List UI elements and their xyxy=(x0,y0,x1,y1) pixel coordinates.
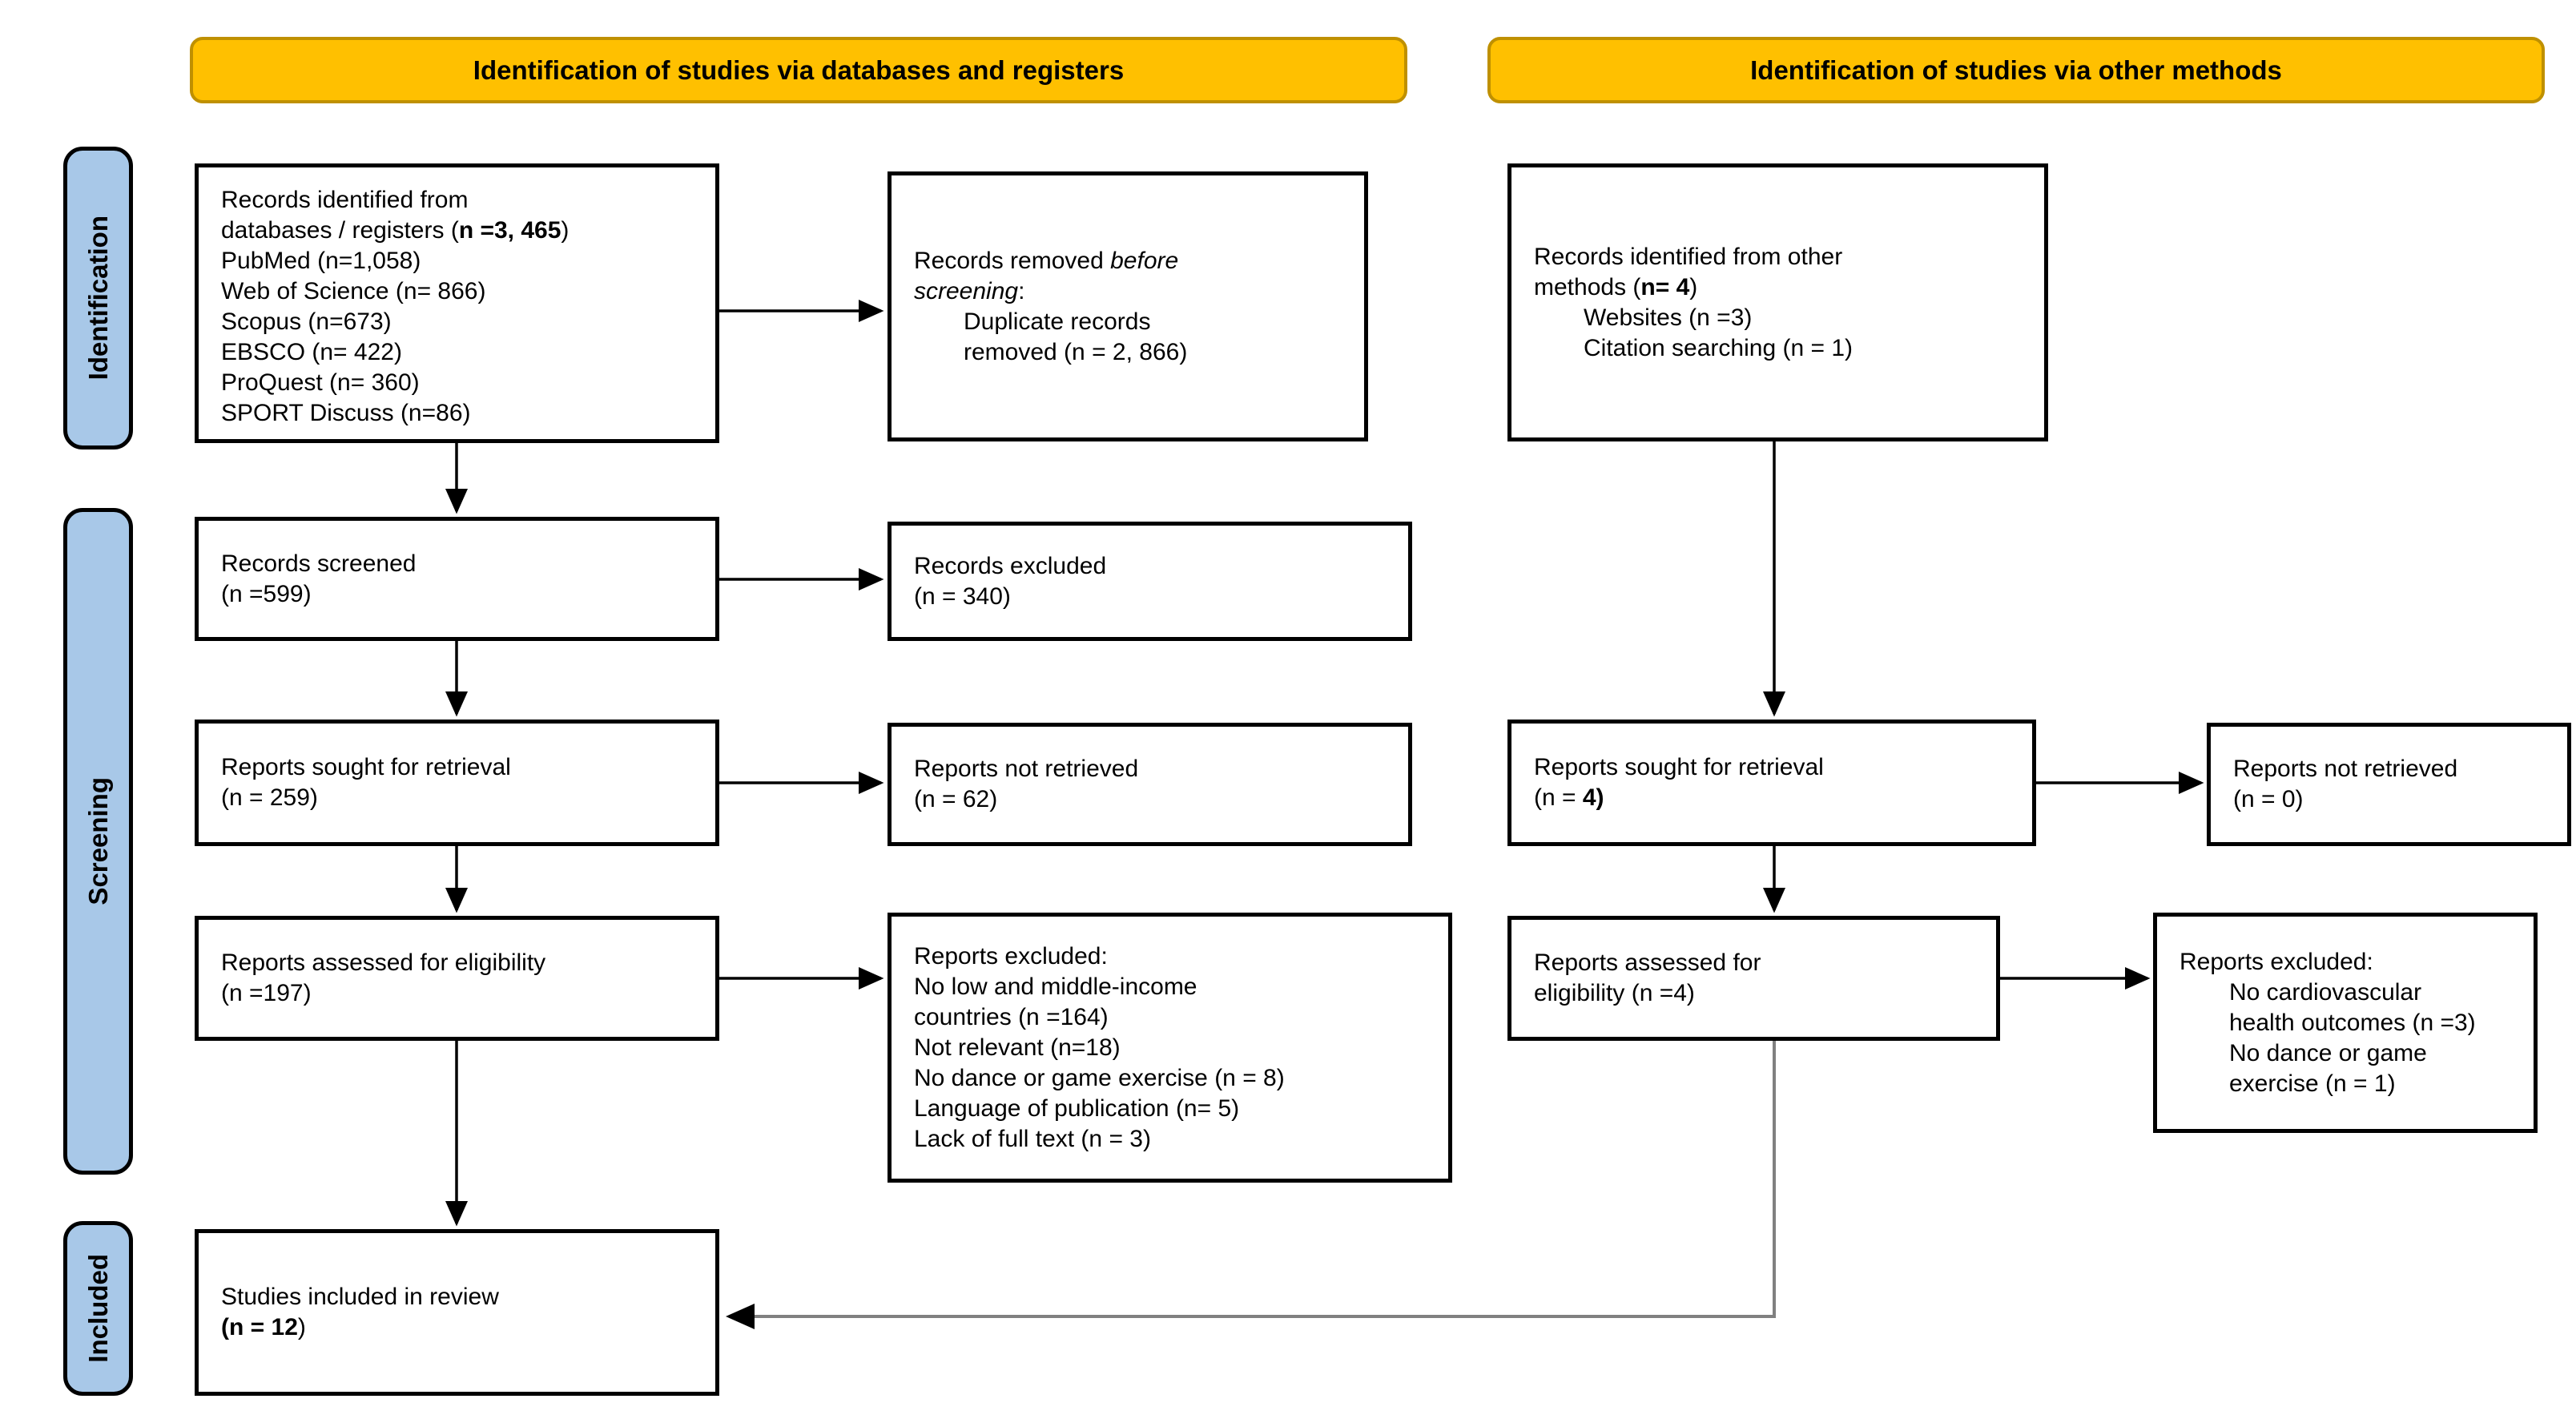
box-text-segment: Citation searching (n = 1) xyxy=(1584,334,1854,361)
box-text-line xyxy=(914,276,1353,307)
box-text-segment: Records identified from other xyxy=(1534,243,1843,270)
box-text-segment: No low and middle-income xyxy=(914,973,1197,1000)
box-reports-assessed-other xyxy=(1507,916,2000,1041)
box-text-segment: (n =197) xyxy=(221,980,312,1006)
box-text-segment: Reports excluded: xyxy=(2180,948,2373,975)
box-text-segment: Scopus (n=673) xyxy=(221,308,392,335)
header-databases-registers xyxy=(190,37,1407,103)
box-text-line xyxy=(914,941,1437,972)
box-text-segment: Reports not retrieved xyxy=(2233,756,2458,782)
stage-screening xyxy=(63,508,133,1175)
box-records-screened xyxy=(195,517,719,641)
box-text-segment: Reports sought for retrieval xyxy=(221,754,511,780)
stage-included-label: Included xyxy=(83,1254,113,1363)
box-text-segment: ProQuest (n= 360) xyxy=(221,369,420,396)
box-text-segment: (n = 340) xyxy=(914,583,1011,610)
box-text-line xyxy=(2233,784,2556,815)
box-text-line xyxy=(221,276,704,307)
box-text-line xyxy=(221,948,704,978)
box-records-identified-databases xyxy=(195,163,719,443)
box-text-line xyxy=(914,246,1353,276)
box-text-segment: No dance or game exercise (n = 8) xyxy=(914,1064,1285,1091)
box-text-segment: (n = 259) xyxy=(221,784,318,811)
box-text-line xyxy=(221,185,704,216)
box-text-line xyxy=(914,551,1397,582)
box-text-segment: Records removed xyxy=(914,247,1111,274)
box-text-line xyxy=(914,337,1353,368)
box-text-segment: health outcomes (n =3) xyxy=(2229,1009,2476,1036)
box-text-line xyxy=(2180,1038,2522,1069)
box-text-line xyxy=(914,972,1437,1002)
box-text-line xyxy=(914,754,1397,784)
box-text-segment: ) xyxy=(1689,273,1698,300)
box-text-segment: EBSCO (n= 422) xyxy=(221,339,402,365)
box-text-line xyxy=(221,1282,704,1312)
box-text-segment: No dance or game xyxy=(2229,1039,2427,1066)
box-text-segment: screening xyxy=(914,277,1019,304)
box-text-segment: (n = xyxy=(1534,784,1583,811)
box-text-line xyxy=(221,216,704,246)
box-reports-sought-retrieval-other xyxy=(1507,720,2036,846)
box-text-segment: Duplicate records xyxy=(964,308,1151,335)
box-text-line xyxy=(221,579,704,610)
box-text-segment: Reports excluded: xyxy=(914,942,1108,969)
box-text-line xyxy=(221,783,704,813)
box-text-segment: (n = 12 xyxy=(221,1314,298,1340)
box-text-segment: Records excluded xyxy=(914,552,1107,579)
box-text-segment: Studies included in review xyxy=(221,1284,499,1310)
box-text-segment: No cardiovascular xyxy=(2229,978,2422,1006)
box-text-line xyxy=(221,752,704,783)
box-text-segment: databases / registers ( xyxy=(221,217,459,244)
box-records-removed-before-screening xyxy=(888,171,1368,441)
box-text-segment: Reports not retrieved xyxy=(914,756,1139,782)
box-text-segment: Language of publication (n= 5) xyxy=(914,1094,1240,1122)
box-reports-not-retrieved-other xyxy=(2207,723,2571,846)
box-text-line xyxy=(1534,948,1985,978)
box-text-line xyxy=(914,1002,1437,1033)
box-text-segment: Reports sought for retrieval xyxy=(1534,754,1824,780)
header-other-methods-label: Identification of studies via other methods xyxy=(1750,54,2282,85)
box-text-segment: PubMed (n=1,058) xyxy=(221,248,421,274)
stage-screening-label: Screening xyxy=(83,777,113,905)
header-other-methods xyxy=(1487,37,2545,103)
box-text-segment: exercise (n = 1) xyxy=(2229,1070,2396,1097)
box-text-line xyxy=(221,368,704,398)
box-text-segment: before xyxy=(1110,247,1179,274)
stage-identification-label: Identification xyxy=(83,216,113,381)
box-text-line xyxy=(914,582,1397,612)
box-reports-sought-retrieval-databases xyxy=(195,720,719,846)
box-reports-assessed-databases xyxy=(195,916,719,1041)
box-reports-not-retrieved-databases xyxy=(888,723,1412,846)
box-text-line xyxy=(2180,1069,2522,1099)
box-text-line xyxy=(914,1124,1437,1155)
box-text-segment: : xyxy=(1018,277,1025,304)
header-databases-registers-label: Identification of studies via databases and registers xyxy=(473,54,1125,85)
box-reports-excluded-databases xyxy=(888,913,1452,1183)
box-records-identified-other-methods xyxy=(1507,163,2048,441)
stage-identification xyxy=(63,147,133,449)
box-text-line xyxy=(914,1033,1437,1063)
box-text-line xyxy=(1534,242,2033,272)
box-text-segment: (n =599) xyxy=(221,580,312,607)
box-text-segment: (n = 62) xyxy=(914,786,998,812)
box-text-segment: countries (n =164) xyxy=(914,1003,1109,1030)
box-text-line xyxy=(221,978,704,1009)
box-text-line xyxy=(1534,303,2033,333)
box-text-segment: (n = 0) xyxy=(2233,786,2304,812)
box-text-segment: n =3, 465 xyxy=(458,217,561,244)
box-text-segment: SPORT Discuss (n=86) xyxy=(221,400,471,426)
box-text-line xyxy=(221,246,704,276)
box-text-line xyxy=(1534,978,1985,1009)
box-text-segment: eligibility (n =4) xyxy=(1534,980,1695,1006)
box-text-line xyxy=(221,307,704,337)
box-studies-included xyxy=(195,1229,719,1396)
box-text-line xyxy=(914,1094,1437,1124)
box-text-segment: Records identified from xyxy=(221,187,469,213)
box-text-line xyxy=(221,398,704,429)
box-text-line xyxy=(1534,333,2033,364)
box-text-segment: n= 4 xyxy=(1640,273,1690,300)
box-text-line xyxy=(914,784,1397,815)
stage-included xyxy=(63,1221,133,1396)
box-text-line xyxy=(1534,752,2021,783)
box-records-excluded xyxy=(888,522,1412,641)
box-text-line xyxy=(2180,947,2522,978)
box-text-segment: ) xyxy=(561,217,570,244)
box-text-line xyxy=(221,549,704,579)
box-text-segment: 4) xyxy=(1582,784,1604,811)
box-text-line xyxy=(2180,978,2522,1008)
box-text-segment: Lack of full text (n = 3) xyxy=(914,1125,1151,1152)
box-reports-excluded-other xyxy=(2153,913,2538,1133)
box-text-line xyxy=(914,1063,1437,1094)
box-text-line xyxy=(221,1312,704,1343)
box-text-segment: Web of Science (n= 866) xyxy=(221,278,486,304)
box-text-segment: Websites (n =3) xyxy=(1584,304,1753,331)
box-text-line xyxy=(2180,1008,2522,1038)
box-text-line xyxy=(2233,754,2556,784)
box-text-segment: Not relevant (n=18) xyxy=(914,1034,1121,1061)
box-text-segment: Records screened xyxy=(221,550,417,577)
box-text-line xyxy=(914,307,1353,337)
box-text-segment: removed (n = 2, 866) xyxy=(964,338,1188,365)
box-text-segment: Reports assessed for xyxy=(1534,949,1761,976)
box-text-segment: methods ( xyxy=(1534,273,1641,300)
box-text-line xyxy=(221,337,704,368)
box-text-line xyxy=(1534,272,2033,303)
box-text-segment: Reports assessed for eligibility xyxy=(221,949,546,976)
box-text-line xyxy=(1534,783,2021,813)
box-text-segment: ) xyxy=(297,1314,306,1340)
